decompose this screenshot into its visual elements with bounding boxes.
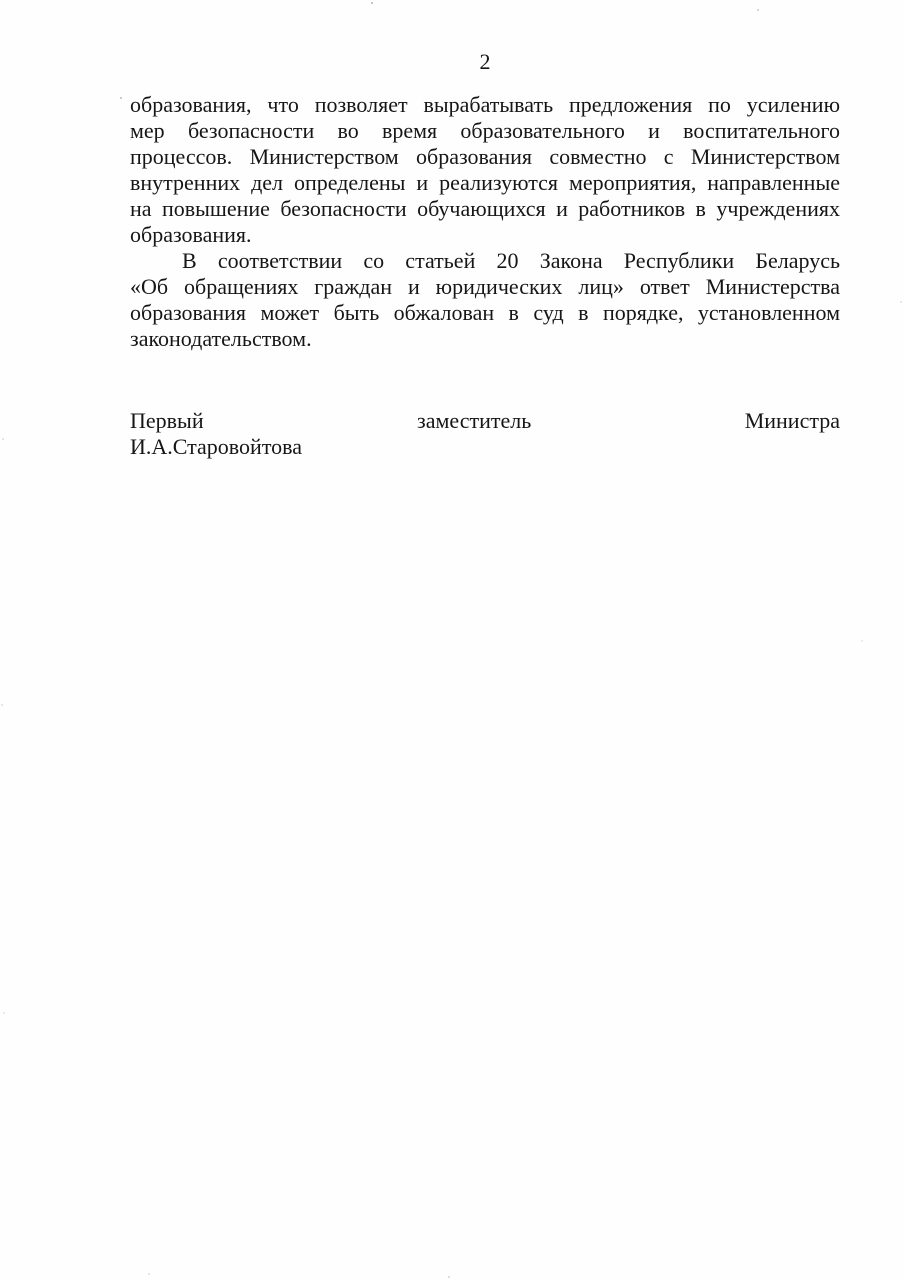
signature-block (130, 408, 840, 460)
signature-position-word: заместитель (417, 408, 532, 433)
paragraph-1-line: образования. (130, 222, 252, 247)
page-number: 2 (479, 49, 491, 74)
paragraph-2-line: образования может быть обжалован в суд в порядке, установленном (130, 300, 840, 325)
paragraph-1-line: процессов. Министерством образования совместно с Министерством (130, 144, 840, 169)
paragraph-1-line: на повышение безопасности обучающихся и работников в учреждениях (130, 196, 840, 221)
document-body (130, 92, 840, 352)
paragraph-1-line: внутренних дел определены и реализуются мероприятия, направленные (130, 170, 840, 195)
paragraph-1-line: образования, что позволяет вырабатывать предложения по усилению (130, 92, 840, 117)
signature-position-word: Первый (130, 408, 204, 433)
paragraph-1 (130, 92, 840, 248)
scan-noise-specks (0, 0, 2, 2)
paragraph-2 (130, 248, 840, 352)
paragraph-2-line: законодательством. (130, 326, 312, 351)
paragraph-1-line: мер безопасности во время образовательного и воспитательного (130, 118, 840, 143)
signature-position-line (130, 408, 840, 434)
paragraph-2-line: В соответствии со статьей 20 Закона Республики Беларусь (182, 248, 840, 273)
paragraph-2-line: «Об обращениях граждан и юридических лиц» ответ Министерства (130, 274, 840, 299)
signature-name: И.А.Старовойтова (130, 434, 303, 459)
signature-position-word: Министра (744, 408, 840, 433)
